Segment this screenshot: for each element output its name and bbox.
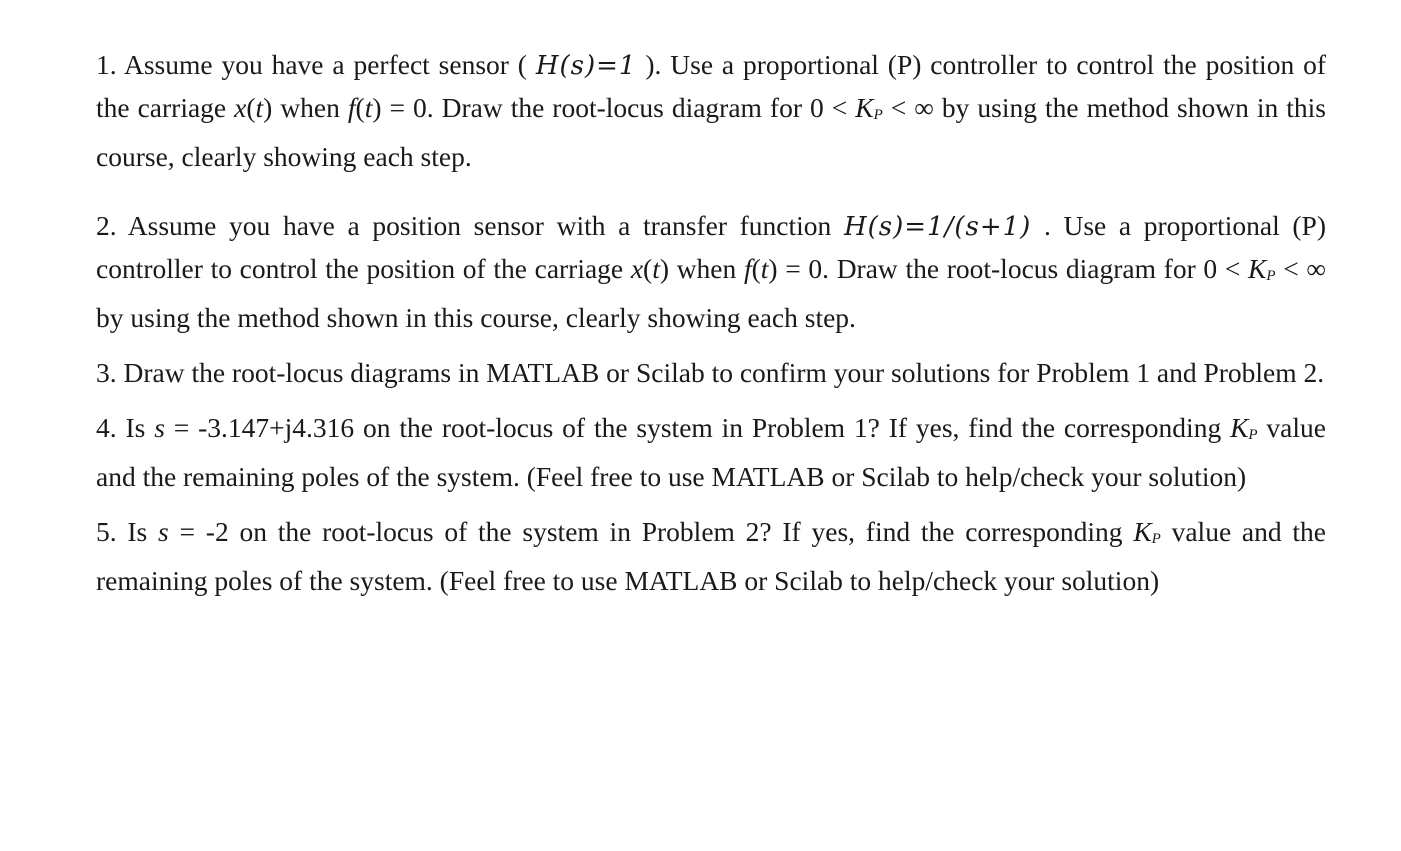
problem-2: 2. Assume you have a position sensor with a transfer function H(s)=1/(s+1) . Use a proportional (P) controller to control the position of the carriage x(t) when f(t) = 0. Draw the root-locus diagram for 0 < KP < ∞ by using the method shown in this course, clearly showing each step. <box>96 210 1326 333</box>
equation-h-equals-1: H(s)=1 <box>535 51 637 81</box>
kp-symbol: K <box>1230 412 1249 443</box>
problem-set <box>96 44 1326 601</box>
kp-symbol: K <box>1248 253 1267 284</box>
problem-3: 3. Draw the root-locus diagrams in MATLAB or Scilab to confirm your solutions for Problem 1 and Problem 2. <box>96 357 1325 388</box>
problem-4: 4. Is s = -3.147+j4.316 on the root-locus of the system in Problem 1? If yes, find the corresponding KP value and the remaining poles of the system. (Feel free to use MATLAB or Scilab to help/check your solution) <box>96 412 1326 492</box>
kp-symbol: K <box>1133 516 1152 547</box>
equation-transfer-function: H(s)=1/(s+1) <box>843 212 1032 242</box>
problem-5: 5. Is s = -2 on the root-locus of the system in Problem 2? If yes, find the corresponding KP value and the remaining poles of the system. (Feel free to use MATLAB or Scilab to help/check your solution) <box>96 516 1326 596</box>
kp-symbol: K <box>855 92 874 123</box>
problem-1: 1. Assume you have a perfect sensor ( H(s)=1 ). Use a proportional (P) controller to control the position of the carriage x(t) when f(t) = 0. Draw the root-locus diagram for 0 < KP < ∞ by using the method shown in this course, clearly showing each step. <box>96 49 1326 172</box>
